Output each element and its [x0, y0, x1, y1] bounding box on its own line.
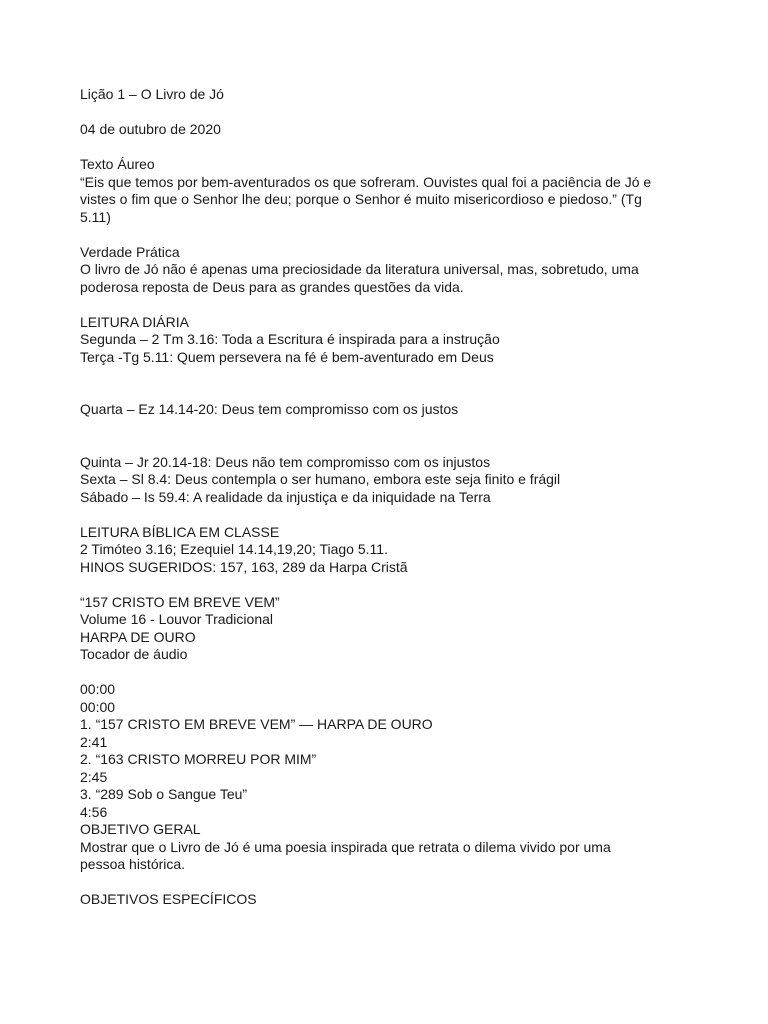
objetivo-geral-line: pessoa histórica. [80, 856, 186, 872]
spacer [80, 576, 680, 594]
track-item-title[interactable]: 1. “157 CRISTO EM BREVE VEM” — HARPA DE OURO [80, 716, 433, 732]
objetivo-geral-heading: OBJETIVO GERAL [80, 821, 201, 837]
lesson-date: 04 de outubro de 2020 [80, 121, 221, 137]
texto-aureo-line: vistes o fim que o Senhor lhe deu; porque o Senhor é muito misericordioso e piedoso.” (Tg [80, 191, 642, 207]
spacer [80, 506, 680, 524]
player-time-current: 00:00 [80, 681, 116, 697]
texto-aureo-line: 5.11) [80, 208, 111, 225]
verdade-pratica-line: poderosa reposta de Deus para as grandes questões da vida. [80, 278, 464, 295]
spacer [80, 104, 680, 122]
hinos-sugeridos: HINOS SUGERIDOS: 157, 163, 289 da Harpa Cristã [80, 558, 408, 575]
leitura-biblica-refs: 2 Timóteo 3.16; Ezequiel 14.14,19,20; Tiago 5.11. [80, 541, 388, 557]
audio-player-label: Tocador de áudio [80, 646, 188, 662]
verdade-pratica-line: O livro de Jó não é apenas uma preciosidade da literatura universal, mas, sobretudo, uma [80, 261, 639, 277]
spacer [80, 139, 680, 157]
spacer [80, 664, 680, 682]
document-page [80, 86, 680, 909]
leitura-sexta: Sexta – Sl 8.4: Deus contempla o ser humano, embora este seja finito e frágil [80, 471, 561, 487]
objetivo-geral-line: Mostrar que o Livro de Jó é uma poesia inspirada que retrata o dilema vivido por uma [80, 838, 611, 855]
lesson-title: Lição 1 – O Livro de Jó [80, 86, 224, 102]
texto-aureo-heading: Texto Áureo [80, 156, 155, 172]
leitura-segunda: Segunda – 2 Tm 3.16: Toda a Escritura é inspirada para a instrução [80, 331, 500, 347]
track-item-duration: 2:45 [80, 768, 108, 785]
texto-aureo-line: “Eis que temos por bem-aventurados os que sofreram. Ouvistes qual foi a paciência de Jó e [80, 173, 652, 190]
verdade-pratica-heading: Verdade Prática [80, 243, 180, 260]
player-volume: Volume 16 - Louvor Tradicional [80, 611, 273, 627]
leitura-diaria-heading: LEITURA DIÁRIA [80, 313, 189, 330]
track-item-duration: 4:56 [80, 803, 108, 820]
spacer [80, 419, 680, 454]
leitura-quinta: Quinta – Jr 20.14-18: Deus não tem compromisso com os injustos [80, 453, 491, 470]
leitura-quarta: Quarta – Ez 14.14-20: Deus tem compromisso com os justos [80, 401, 459, 417]
objetivos-especificos-heading: OBJETIVOS ESPECÍFICOS [80, 891, 257, 907]
leitura-biblica-heading: LEITURA BÍBLICA EM CLASSE [80, 523, 280, 540]
player-album: HARPA DE OURO [80, 628, 196, 645]
track-item-duration: 2:41 [80, 733, 108, 750]
spacer [80, 296, 680, 314]
spacer [80, 366, 680, 401]
player-time-total: 00:00 [80, 698, 116, 715]
track-item-title[interactable]: 3. “289 Sob o Sangue Teu” [80, 786, 248, 802]
player-song-title: “157 CRISTO EM BREVE VEM” [80, 593, 280, 610]
spacer [80, 226, 680, 244]
leitura-sabado: Sábado – Is 59.4: A realidade da injustiça e da iniquidade na Terra [80, 488, 491, 505]
spacer [80, 874, 680, 892]
leitura-terca: Terça -Tg 5.11: Quem persevera na fé é bem-aventurado em Deus [80, 348, 494, 365]
track-item-title[interactable]: 2. “163 CRISTO MORREU POR MIM” [80, 751, 317, 767]
